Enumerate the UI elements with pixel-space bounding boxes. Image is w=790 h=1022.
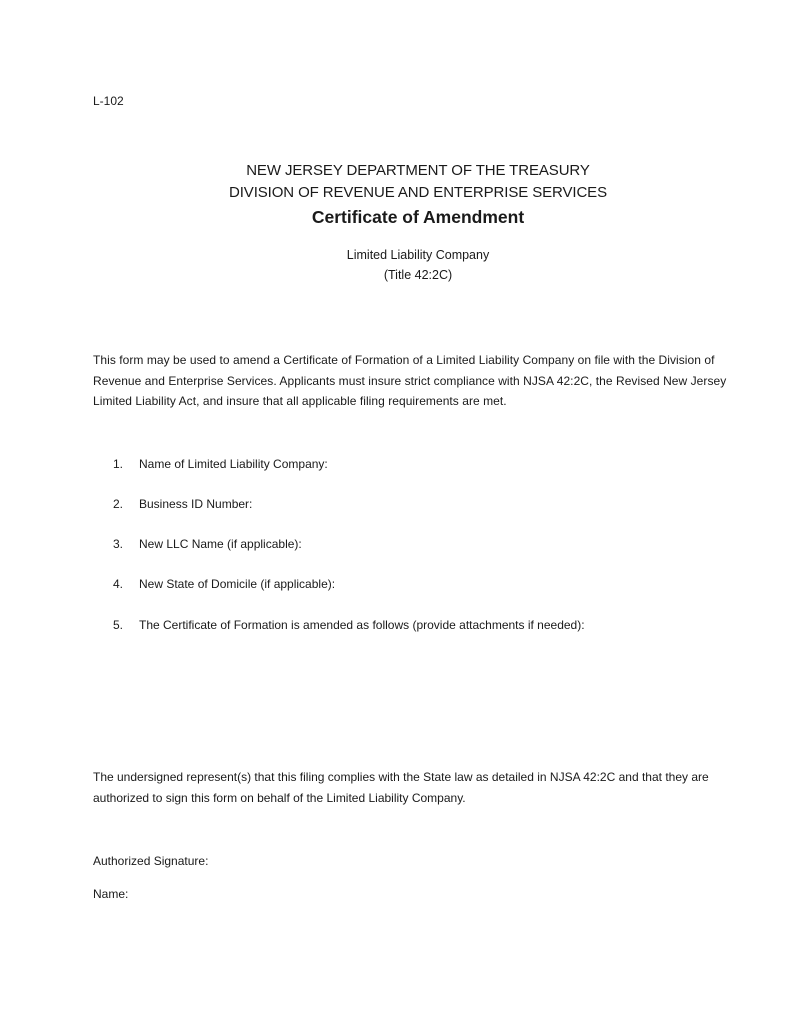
field-number: 3.	[113, 537, 124, 551]
field-llc-name[interactable]	[113, 457, 328, 471]
statute-reference: (Title 42:2C)	[383, 268, 453, 282]
document-header	[0, 160, 790, 230]
form-id: L-102	[93, 94, 124, 108]
field-number: 2.	[113, 497, 124, 511]
field-business-id[interactable]	[113, 497, 252, 511]
attestation-paragraph: The undersigned represent(s) that this filing complies with the State law as detailed in NJSA 42:2C and that they are authorized to sign this form on behalf of the Limited Liability Company.	[93, 770, 709, 805]
field-number: 1.	[113, 457, 124, 471]
field-label: The Certificate of Formation is amended as follows (provide attachments if needed):	[139, 618, 585, 632]
field-label: Business ID Number:	[139, 497, 253, 511]
document-subtitle	[0, 245, 790, 285]
entity-type: Limited Liability Company	[346, 248, 490, 262]
agency-name: NEW JERSEY DEPARTMENT OF THE TREASURY	[246, 162, 590, 179]
field-number: 4.	[113, 577, 124, 591]
field-label: New State of Domicile (if applicable):	[139, 577, 336, 591]
field-number: 5.	[113, 618, 124, 632]
intro-paragraph: This form may be used to amend a Certificate of Formation of a Limited Liability Company on file with the Division of Revenue and Enterprise Services. Applicants must insure strict compliance with NJSA 42:2C, the Revised New Jersey Limited Liability Act, and insure that all applicable filing requirements are met.	[93, 353, 727, 408]
field-label: Name of Limited Liability Company:	[139, 457, 328, 471]
name-field[interactable]: Name:	[93, 887, 129, 901]
field-amendment-text[interactable]	[113, 618, 585, 632]
field-new-llc-name[interactable]	[113, 537, 302, 551]
division-name: DIVISION OF REVENUE AND ENTERPRISE SERVICES	[228, 184, 607, 201]
field-label: New LLC Name (if applicable):	[139, 537, 302, 551]
document-title: Certificate of Amendment	[311, 207, 525, 227]
authorized-signature-field[interactable]: Authorized Signature:	[93, 854, 209, 868]
field-new-state-domicile[interactable]	[113, 577, 335, 591]
